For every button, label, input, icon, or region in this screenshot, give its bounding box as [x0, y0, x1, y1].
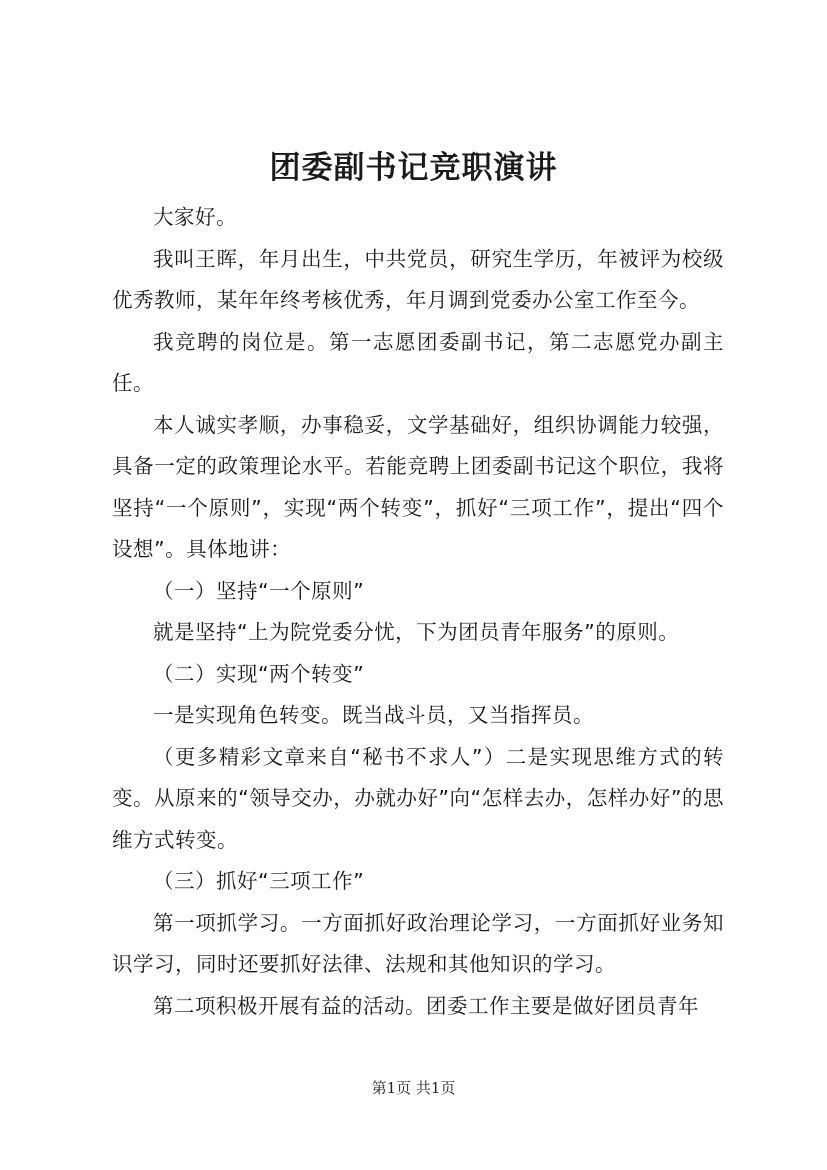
paragraph-task-activities: 第二项积极开展有益的活动。团委工作主要是做好团员青年 [153, 993, 699, 1018]
document-body [112, 197, 724, 1027]
paragraph-principle: 就是坚持“上为院党委分忧，下为团员青年服务”的原则。 [153, 620, 680, 644]
paragraph-greeting: 大家好。 [153, 205, 237, 229]
paragraph-position: 我竞聘的岗位是。第一志愿团委副书记，第二志愿党办副主任。 [112, 329, 724, 395]
page-footer: 第1页 共1页 [371, 1079, 456, 1097]
paragraph-introduction: 我叫王晖，年月出生，中共党员，研究生学历，年被评为校级优秀教师，某年年终考核优秀，年月调到党委办公室工作至今。 [112, 246, 724, 312]
section-heading-three-tasks: （三）抓好“三项工作” [153, 869, 365, 893]
paragraph-task-study: 第一项抓学习。一方面抓好政治理论学习，一方面抓好业务知识学习，同时还要抓好法律、法规和其他知识的学习。 [112, 910, 724, 976]
document-title: 团委副书记竞职演讲 [269, 150, 558, 186]
section-heading-one-principle: （一）坚持“一个原则” [153, 578, 365, 603]
paragraph-role-transformation: 一是实现角色转变。既当战斗员，又当指挥员。 [153, 703, 594, 727]
section-heading-two-transformations: （二）实现“两个转变” [153, 661, 365, 686]
paragraph-thinking-transformation: （更多精彩文章来自“秘书不求人”）二是实现思维方式的转变。从原来的“领导交办，办就办好”向“怎样去办，怎样办好”的思维方式转变。 [112, 744, 724, 852]
paragraph-self-assessment: 本人诚实孝顺，办事稳妥，文学基础好，组织协调能力较强，具备一定的政策理论水平。若能竞聘上团委副书记这个职位，我将坚持“一个原则”，实现“两个转变”，抓好“三项工作”，提出“四个设想”。具体地讲： [112, 412, 724, 561]
